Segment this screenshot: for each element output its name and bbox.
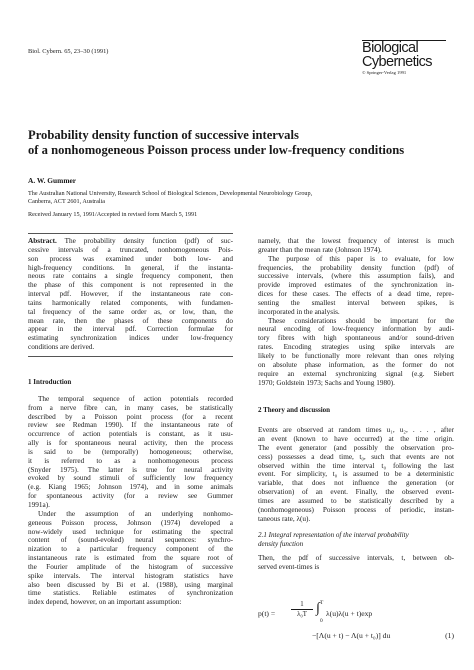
text-line: Events are observed at random times u₁, u₂, . . . , after (258, 426, 454, 435)
text-line: variable, that does not influence the generation (or (258, 479, 454, 488)
text-line: (Snyder 1975). The latter is true for neural activity (28, 465, 233, 474)
section-2-paragraph (258, 426, 454, 523)
text-line: senting the smallest interval between spikes, is (258, 298, 454, 307)
text-line: dices for these cases. The effects of a dead time, repre- (258, 290, 454, 299)
text-line: described by a Poisson point process (for a recent (28, 412, 233, 421)
right-paragraph-2 (258, 255, 454, 317)
abstract-line: interval pdf. However, if the instantaneous rate con- (28, 290, 233, 299)
equation-number: (1) (445, 631, 454, 640)
equation-fraction (291, 601, 313, 618)
text-line: taneous rate, λ(u). (258, 514, 311, 523)
intro-paragraph-1 (28, 395, 233, 510)
abstract (28, 237, 233, 352)
text-line: rates. Encoding strategies using spike intervals are (258, 343, 454, 352)
text-line: now-widely used technique for estimating the spectral (28, 527, 233, 536)
text-line: geneous Poisson process, Johnson (1974) developed a (28, 518, 233, 527)
article-title (28, 128, 453, 158)
text-line: observation) of an event. Finally, the observed event- (258, 488, 454, 497)
text-line: Then, the pdf of successive intervals, t, between ob- (258, 553, 454, 562)
text-line: for spontaneous activity (for a review see Gummer (28, 492, 233, 501)
abstract-line (28, 237, 233, 246)
text-line: These considerations should be important for the (268, 316, 454, 325)
intro-heading: 1 Introduction (28, 378, 72, 386)
text-line: The event generator (and possibly the observation pro- (258, 443, 454, 452)
author-name: A. W. Gummer (28, 176, 77, 185)
journal-copyright: © Springer-Verlag 1991 (362, 70, 407, 75)
abstract-line: mean rate, then the phases of these components do (28, 316, 233, 325)
affiliation-line-2: Canberra, ACT 2601, Australia (28, 198, 106, 206)
fraction-numerator: 1 (300, 601, 304, 608)
text-line: also been discussed by Bi et al. (1988), using marginal (28, 580, 233, 589)
text-line: The temporal sequence of action potentials recorded (38, 394, 233, 403)
text-line: it is referred to as a nonhomogeneous process (28, 456, 233, 465)
text-line: content of (sound-evoked) neural sequences: synchro- (28, 536, 233, 545)
abstract-line: the phase of this component is not represented in the (28, 281, 233, 290)
abstract-first-line: The probability density function (pdf) of suc- (64, 237, 233, 245)
introduction (28, 378, 233, 607)
abstract-line: estimating synchronization indices under low-frequency (28, 334, 233, 343)
text-line: The purpose of this paper is to evaluate, for low (268, 254, 454, 263)
equation-rhs-line-2: −[Λ(u + t) − Λ(u + t₀)] du (312, 631, 391, 640)
abstract-line: son process was examined under both low- and (28, 254, 233, 263)
equation-lhs: p(t) = (258, 609, 276, 618)
equation-rhs-line-1: λ(u)λ(u + t)exp (326, 609, 373, 618)
text-line: successive intervals, (where this assumption fails), and (258, 272, 454, 281)
title-line-1: Probability density function of successive intervals (28, 128, 299, 142)
text-line: nization to a particular frequency component of the (28, 545, 233, 554)
journal-name-line2: Cybernetics (362, 53, 432, 70)
abstract-line: cessive intervals of a truncated, nonhomogeneous Pois- (28, 245, 233, 254)
author-affiliation (28, 190, 448, 206)
subsection-paragraph (258, 554, 454, 572)
text-line: event. For simplicity, t₀ is assumed to be a deterministic (258, 470, 454, 479)
right-paragraph-3 (258, 317, 454, 388)
text-line: 1991a). (28, 500, 50, 509)
integral-upper-limit: T (320, 600, 324, 606)
text-line: (nonhomogeneous) Poisson process of periodic, instan- (258, 505, 454, 514)
journal-name-line1: Biological (362, 40, 419, 56)
text-line: ally is for spontaneous neural activity, then the process (28, 439, 233, 448)
abstract-line: conditions are derived. (28, 343, 95, 352)
abstract-label: Abstract. (28, 237, 57, 245)
received-dates: Received January 15, 1991/Accepted in revised form March 5, 1991 (28, 211, 198, 218)
text-line: incorporated in the analysis. (258, 307, 340, 316)
text-line: (e.g. Kiang 1965; Johnson 1974), and in some animals (28, 483, 233, 492)
text-line: an event (known to have occurred) at the time origin. (258, 435, 454, 444)
equation-1 (258, 601, 454, 643)
right-column (258, 237, 454, 571)
text-line: the Fourier amplitude of the histogram of successive (28, 562, 233, 571)
subsection-heading-line-2: density function (258, 540, 304, 549)
abstract-line: appear in the interval pdf. Correction formulae for (28, 325, 233, 334)
text-line: times are assumed to be statistically described by a (258, 496, 454, 505)
text-line: evoked by sound stimuli of sufficiently low frequency (28, 474, 233, 483)
text-line: review see Redman 1990). If the instantaneous rate of (28, 421, 233, 430)
text-line: index depend, however, on an important assumption: (28, 598, 182, 607)
journal-logo (362, 40, 446, 75)
text-line: 1970; Goldstein 1973; Sachs and Young 1980). (258, 378, 395, 387)
text-line: frequencies, the probability density function (pdf) of (258, 263, 454, 272)
fraction-denominator: λ₀T (297, 611, 307, 618)
text-line: likely to be functionally more relevant than ones relying (258, 351, 454, 360)
text-line: on absolute phase information, as the former do not (258, 360, 454, 369)
integral-sign: ∫ (316, 601, 320, 616)
abstract-line: high-frequency conditions. In general, if the instanta- (28, 263, 233, 272)
text-line: greater than the mean rate (Johnson 1974). (258, 245, 382, 254)
section-2-heading: 2 Theory and discussion (258, 406, 331, 415)
abstract-bottom-rule (28, 356, 233, 357)
intro-paragraph-2 (28, 510, 233, 607)
title-line-2: of a nonhomogeneous Poisson process under low-frequency conditions (28, 143, 405, 157)
text-line: from a nerve fibre can, in many cases, be statistically (28, 403, 233, 412)
text-line: tory fibres with high spontaneous and/or sound-driven (258, 334, 454, 343)
fraction-bar (291, 609, 313, 610)
text-line: provide improved estimates of the synchronization in- (258, 281, 454, 290)
text-line: served event-times is (258, 562, 320, 571)
text-line: spike intervals. The interval histogram statistics have (28, 571, 233, 580)
text-line: cess) possesses a dead time, t₀, such that events are not (258, 452, 454, 461)
journal-citation: Biol. Cybern. 65, 23–30 (1991) (28, 48, 109, 55)
abstract-line: neous rate contains a single frequency component, then (28, 272, 233, 281)
abstract-line: tal frequency of the same order as, or low, than, the (28, 307, 233, 316)
text-line: instantaneous rate is estimated from the square root of (28, 554, 233, 563)
subsection-heading-line-1: 2.1 Integral representation of the interval probability (258, 531, 409, 540)
text-line: Under the assumption of an underlying nonhomo- (38, 509, 233, 518)
affiliation-line-1: The Australian National University, Research School of Biological Sciences, Developmental Neurobiology Group, (28, 190, 313, 197)
text-line: namely, that the lowest frequency of interest is much (258, 237, 454, 245)
right-paragraph-1 (258, 237, 454, 255)
text-line: is said to be (temporally) homogeneous; otherwise, (28, 447, 233, 456)
text-line: time statistics. Reliable estimates of synchronization (28, 589, 233, 598)
abstract-top-rule (28, 233, 233, 234)
abstract-line: tains harmonically related components, with fundamen- (28, 298, 233, 307)
integral-lower-limit: 0 (320, 618, 323, 624)
text-line: observed within the time interval t₀ following the last (258, 461, 454, 470)
text-line: neural encoding of low-frequency information by audi- (258, 325, 454, 334)
text-line: occurrence of action potentials is constant, as it usu- (28, 430, 233, 439)
text-line: require an external synchronizing signal (e.g. Siebert (258, 369, 454, 378)
